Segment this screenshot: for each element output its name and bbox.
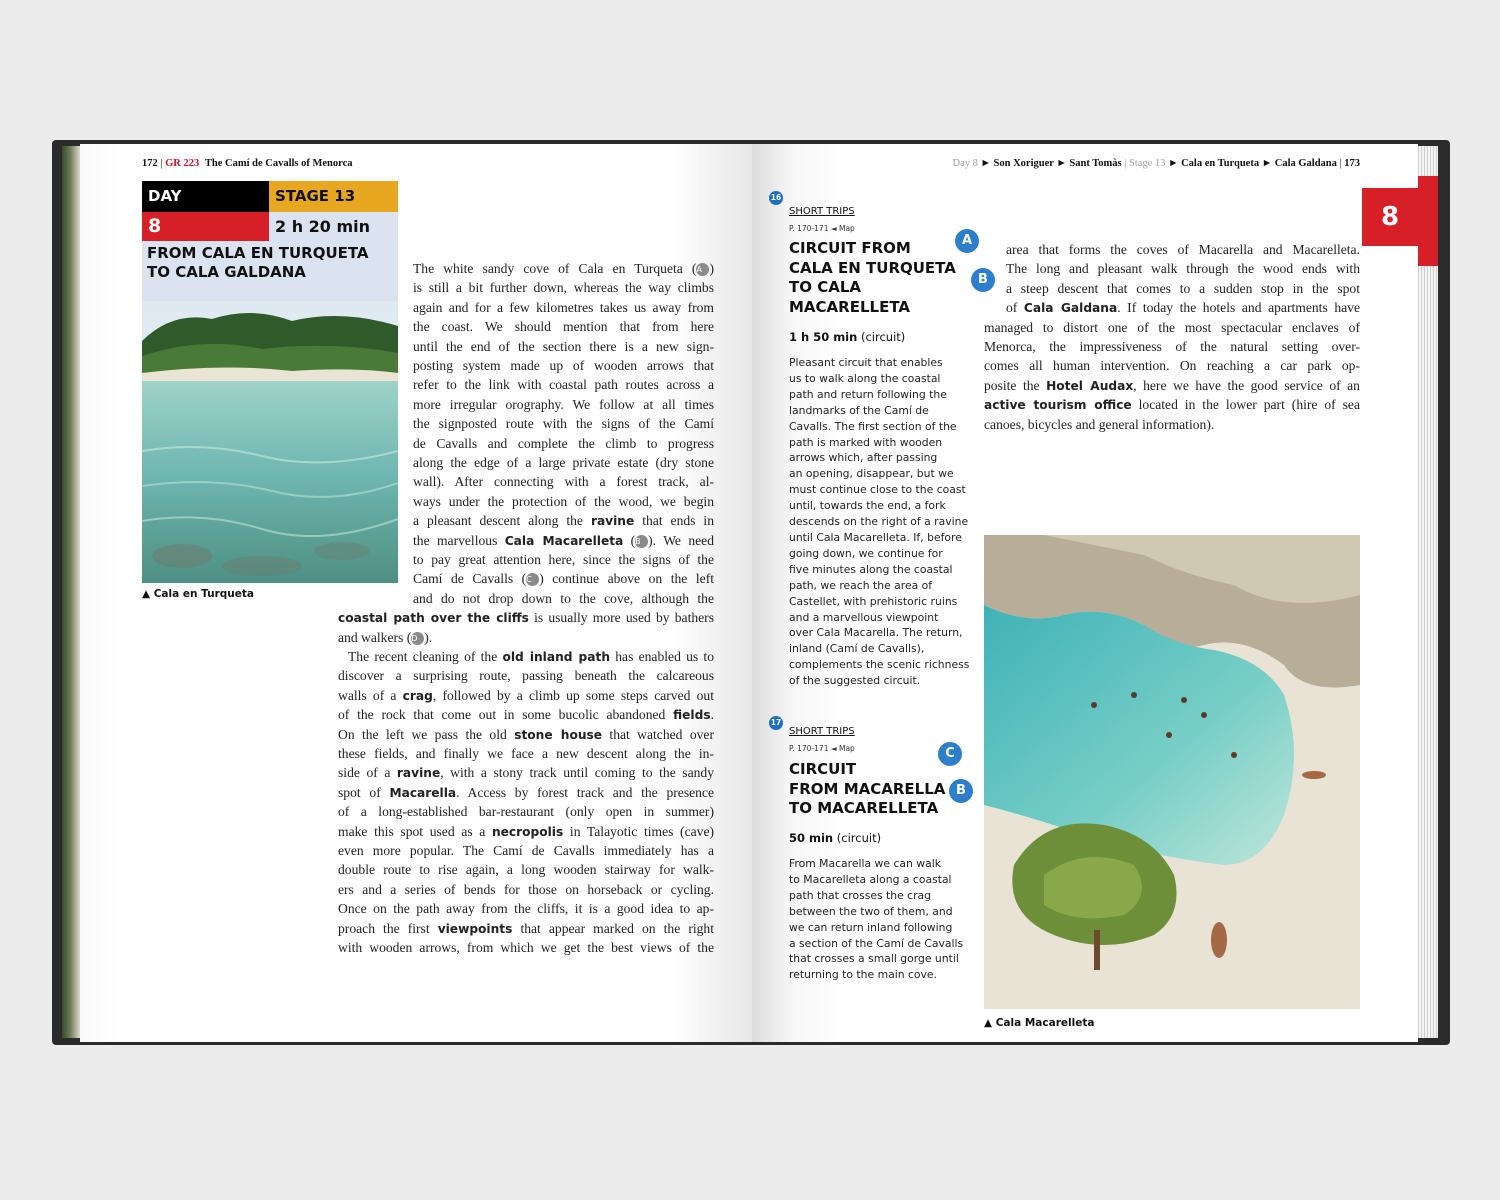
text-line bbox=[338, 744, 714, 763]
trip-title-line: CIRCUIT FROM bbox=[789, 239, 911, 257]
text-line bbox=[413, 531, 714, 551]
trip-description bbox=[789, 355, 969, 689]
text-line bbox=[413, 511, 714, 531]
trip-title-line: CIRCUIT bbox=[789, 760, 857, 778]
day-label: DAY bbox=[142, 181, 269, 212]
text-line bbox=[413, 317, 714, 336]
highlight-term: crag bbox=[402, 688, 433, 703]
text-segment: ( bbox=[623, 532, 636, 548]
trip-title bbox=[789, 760, 945, 819]
text-segment: de Cavalls and complete the climb to progress bbox=[413, 435, 714, 451]
text-segment: walls of a bbox=[338, 687, 403, 703]
trip-description-line: descends on the right of a ravine bbox=[789, 515, 969, 529]
text-line bbox=[338, 666, 714, 685]
text-segment: again and for a few kilometres takes us away from bbox=[413, 299, 714, 315]
text-segment: discover a surprising route, passing beneath the calcareous bbox=[338, 668, 714, 684]
trip-description-line: going down, we continue for bbox=[789, 546, 943, 560]
text-segment: area that forms the coves of Macarella and Macarelleta. bbox=[1006, 242, 1360, 257]
text-line bbox=[413, 434, 714, 453]
stage-title bbox=[147, 244, 369, 282]
text-segment: in Talayotic times (cave) bbox=[563, 823, 715, 839]
right-photo-caption: ▲ Cala Macarelleta bbox=[984, 1017, 1095, 1029]
trip-description-line: path, we reach the area of bbox=[789, 578, 933, 592]
text-line bbox=[413, 492, 714, 511]
text-segment: the coast. We should mention that from here bbox=[413, 319, 714, 335]
trip-title-line: FROM MACARELLA bbox=[789, 779, 946, 798]
trip-description-line: until, towards the end, a fork bbox=[789, 499, 946, 513]
text-line bbox=[1006, 240, 1360, 259]
highlight-term: stone house bbox=[514, 727, 603, 742]
map-marker-b: B bbox=[949, 779, 973, 803]
route-marker-icon: A bbox=[696, 263, 709, 276]
text-segment: side of a bbox=[338, 765, 397, 781]
edge-chapter-tab bbox=[1416, 176, 1438, 266]
text-line bbox=[1006, 298, 1360, 318]
text-line bbox=[413, 375, 714, 394]
text-segment: , with a stony track until coming to the sandy bbox=[440, 765, 715, 781]
header-arrow: ► bbox=[1261, 158, 1273, 169]
text-line bbox=[338, 841, 714, 860]
map-marker-b: B bbox=[971, 268, 995, 292]
text-line bbox=[338, 899, 714, 918]
trip-description-line: between the two of them, and bbox=[789, 904, 953, 918]
text-line bbox=[338, 860, 714, 879]
text-line bbox=[338, 725, 714, 745]
text-segment: ways under the protection of the wood, we begin bbox=[413, 493, 714, 509]
trip-description-line: an opening, disappear, but we bbox=[789, 467, 954, 481]
highlight-term: Hotel Audax bbox=[1046, 378, 1134, 393]
right-page-edge bbox=[1416, 146, 1438, 1038]
text-segment: until the end of the section there is a new sign- bbox=[413, 338, 714, 354]
trip-map-ref: P. 170-171 ◄ Map bbox=[789, 224, 855, 233]
trip-description bbox=[789, 856, 963, 983]
trip-description-line: arrows which, after passing bbox=[789, 451, 938, 465]
text-line bbox=[338, 763, 714, 783]
trip-description-line: Pleasant circuit that enables bbox=[789, 356, 943, 369]
trip-time-note: (circuit) bbox=[860, 330, 906, 344]
trip-description-line: must continue close to the coast bbox=[789, 483, 966, 497]
trip-map-ref: P. 170-171 ◄ Map bbox=[789, 744, 855, 753]
page-number: 172 bbox=[142, 158, 158, 169]
trip-number-badge: 16 bbox=[769, 191, 783, 205]
text-segment: ) continue above on the left bbox=[539, 571, 714, 587]
trip-title-line: TO CALA bbox=[789, 278, 861, 296]
text-line bbox=[413, 589, 714, 608]
left-page-edge bbox=[62, 146, 82, 1038]
text-segment: comes all human intervention. On reaching a car park op- bbox=[984, 358, 1360, 374]
trip-description-line: that crosses a small gorge until bbox=[789, 952, 959, 966]
trip-description-line: to Macarelleta along a coastal bbox=[789, 872, 952, 886]
text-segment: make this spot used as a bbox=[338, 823, 492, 839]
route-marker-icon: B bbox=[635, 535, 648, 548]
text-segment: Once on the path away from the cliffs, it is a good idea to ap- bbox=[338, 901, 714, 917]
chapter-tab: 8 bbox=[1362, 188, 1418, 246]
route-code: GR 223 bbox=[165, 158, 200, 169]
text-segment: . bbox=[710, 707, 714, 723]
route-marker-icon: C bbox=[526, 573, 539, 586]
header-stage-from: Cala en Turqueta bbox=[1181, 158, 1260, 169]
left-photo-caption: ▲ Cala en Turqueta bbox=[142, 588, 254, 600]
text-line bbox=[413, 569, 714, 588]
text-segment: managed to distort one of the most spectacular enclaves of bbox=[984, 319, 1360, 335]
text-line bbox=[413, 395, 714, 414]
trip-description-line: five minutes along the coastal bbox=[789, 562, 953, 576]
highlight-term: Macarella bbox=[389, 785, 457, 800]
right-running-header bbox=[953, 158, 1360, 169]
text-line bbox=[1006, 279, 1360, 298]
trip-description-line: landmarks of the Camí de bbox=[789, 403, 929, 417]
right-page bbox=[752, 144, 1418, 1042]
text-segment: refer to the link with coastal path routes across a bbox=[413, 377, 714, 393]
text-line bbox=[984, 337, 1360, 356]
text-line bbox=[348, 647, 714, 667]
trip-description-line: and a marvellous viewpoint bbox=[789, 610, 939, 624]
highlight-term: Cala Galdana bbox=[1023, 301, 1118, 316]
stage-title-line: FROM CALA EN TURQUETA bbox=[147, 244, 369, 262]
text-segment: the signposted route with the signs of the Camí bbox=[413, 416, 714, 432]
header-separator: | bbox=[160, 158, 163, 169]
trip-title bbox=[789, 239, 956, 317]
trip-description-line: until Cala Macarelleta. If, before bbox=[789, 530, 962, 544]
text-line bbox=[984, 356, 1360, 375]
text-line bbox=[413, 472, 714, 491]
cala-macarelleta-photo bbox=[984, 535, 1360, 1009]
stage-info-box bbox=[142, 181, 398, 301]
text-segment: The long and pleasant walk through the wood ends with bbox=[1006, 261, 1360, 277]
text-line bbox=[984, 395, 1360, 415]
trip-description-line: inland (Camí de Cavalls), bbox=[789, 642, 925, 656]
text-segment: the marvellous bbox=[413, 532, 505, 548]
text-segment: even more popular. The Camí de Cavalls immediately has a bbox=[338, 843, 714, 858]
trip-description-line: Castellet, with prehistoric ruins bbox=[789, 594, 958, 608]
text-segment: along the edge of a large private estate (dry stone bbox=[413, 455, 714, 470]
highlight-term: necropolis bbox=[491, 824, 564, 839]
page-number: 173 bbox=[1344, 158, 1360, 169]
text-segment: that ends in bbox=[634, 513, 714, 529]
text-segment: wall). After connecting with a forest track, al- bbox=[413, 474, 714, 490]
trip-duration: 50 min bbox=[789, 831, 834, 845]
text-segment: a steep descent that comes to a sudden stop in the spot bbox=[1006, 280, 1360, 296]
text-segment: and walkers ( bbox=[338, 629, 412, 645]
text-segment: double route to rise again, a long wooden stairway for walk- bbox=[338, 862, 714, 878]
header-stage-to: Cala Galdana bbox=[1274, 158, 1337, 169]
text-segment: of the rock that come out in some bucolic abandoned bbox=[338, 707, 674, 723]
text-line bbox=[1006, 259, 1360, 278]
text-segment: that appear marked on the right bbox=[512, 920, 714, 936]
text-segment: proach the first bbox=[338, 920, 438, 936]
highlight-term: viewpoints bbox=[437, 921, 513, 936]
text-segment: ). We need bbox=[648, 532, 714, 548]
trip-description-line: us to walk along the coastal bbox=[789, 371, 941, 385]
text-segment: posting system made up of wooden arrows that bbox=[413, 358, 714, 373]
text-segment: more irregular orography. We follow at all times bbox=[413, 396, 714, 412]
header-separator: | bbox=[1124, 158, 1127, 169]
text-line bbox=[413, 356, 714, 375]
trip-description-line: over Cala Macarella. The return, bbox=[789, 626, 963, 640]
text-line bbox=[338, 783, 714, 803]
text-segment: ) bbox=[709, 261, 714, 276]
text-segment: The recent cleaning of the bbox=[348, 649, 503, 664]
text-line bbox=[413, 298, 714, 317]
text-line bbox=[338, 822, 714, 842]
trip-number-badge: 17 bbox=[769, 716, 783, 730]
trip-title-line: MACARELLETA bbox=[789, 297, 910, 316]
header-arrow: ► bbox=[980, 158, 991, 169]
text-segment: The white sandy cove of Cala en Turqueta ( bbox=[413, 261, 697, 276]
text-segment: with wooden arrows, from which we get the best views of the bbox=[338, 940, 714, 955]
text-line bbox=[338, 686, 714, 706]
text-line bbox=[984, 318, 1360, 337]
text-segment: spot of bbox=[338, 784, 390, 800]
text-line bbox=[338, 608, 714, 628]
text-segment: located in the lower part (hire of sea bbox=[1131, 397, 1360, 413]
text-segment: and do not drop down to the cove, although the bbox=[413, 590, 714, 606]
trip-kicker: SHORT TRIPS bbox=[789, 726, 855, 737]
text-segment: these fields, and finally we face a new descent along the in- bbox=[338, 746, 714, 761]
text-line bbox=[338, 802, 714, 821]
text-line bbox=[338, 880, 714, 899]
highlight-term: old inland path bbox=[502, 650, 611, 664]
text-segment: has enabled us to bbox=[610, 649, 714, 664]
trip-description-line: a section of the Camí de Cavalls bbox=[789, 936, 964, 950]
stage-title-line: TO CALA GALDANA bbox=[147, 263, 306, 281]
header-from: Son Xoriguer bbox=[993, 158, 1054, 169]
header-arrow: ► bbox=[1056, 158, 1067, 169]
highlight-term: ravine bbox=[590, 514, 635, 529]
header-day: Day 8 bbox=[952, 158, 978, 169]
text-segment: is usually more used by bathers bbox=[528, 610, 714, 626]
text-segment: . Access by forest track and the presence bbox=[456, 784, 715, 800]
trip-time bbox=[789, 831, 881, 845]
trip-description-line: we can return inland following bbox=[789, 920, 953, 934]
text-segment: , followed by a climb up some steps carved out bbox=[432, 687, 714, 703]
book-title: The Camí de Cavalls of Menorca bbox=[204, 158, 353, 169]
text-segment: On the left we pass the old bbox=[338, 726, 515, 742]
trip-description-line: complements the scenic richness bbox=[789, 658, 970, 672]
highlight-term: Cala Macarelleta bbox=[504, 533, 624, 548]
trip-description-line: of the suggested circuit. bbox=[789, 674, 921, 688]
header-separator: | bbox=[1339, 158, 1342, 169]
trip-description-line: From Macarella we can walk bbox=[789, 857, 941, 870]
left-page bbox=[80, 144, 752, 1042]
text-line bbox=[984, 376, 1360, 396]
text-line bbox=[413, 550, 714, 569]
header-to: Sant Tomàs bbox=[1069, 158, 1122, 169]
text-line bbox=[984, 415, 1360, 434]
trip-description-line: returning to the main cove. bbox=[789, 968, 937, 982]
highlight-term: coastal path over the cliffs bbox=[338, 611, 529, 626]
trip-duration: 1 h 50 min bbox=[789, 330, 858, 344]
highlight-term: ravine bbox=[396, 766, 441, 781]
stage-label: STAGE 13 bbox=[269, 181, 398, 212]
stage-duration: 2 h 20 min bbox=[269, 212, 398, 241]
text-line bbox=[338, 938, 714, 957]
trip-time bbox=[789, 330, 905, 344]
text-line bbox=[338, 628, 714, 647]
day-number: 8 bbox=[142, 212, 269, 241]
map-marker-c: C bbox=[938, 742, 962, 766]
text-segment: to pay great attention here, since the signs of the bbox=[413, 552, 714, 567]
text-segment: . If today the hotels and apartments have bbox=[1117, 300, 1360, 316]
header-stage: Stage 13 bbox=[1128, 158, 1166, 169]
text-line bbox=[338, 705, 714, 725]
text-segment: of bbox=[1006, 300, 1024, 316]
trip-description-line: path that crosses the crag bbox=[789, 888, 932, 902]
trip-time-note: (circuit) bbox=[836, 831, 882, 845]
text-segment: canoes, bicycles and general information). bbox=[984, 416, 1215, 432]
text-line bbox=[413, 278, 714, 297]
trip-title-line: CALA EN TURQUETA bbox=[789, 258, 956, 277]
highlight-term: active tourism office bbox=[984, 398, 1132, 413]
cala-en-turqueta-photo bbox=[142, 301, 398, 583]
trip-description-line: Cavalls. The first section of the bbox=[789, 419, 957, 433]
text-segment: that watched over bbox=[602, 726, 714, 742]
left-running-header bbox=[142, 158, 353, 169]
text-segment: of a long-established bar-restaurant (only open in summer) bbox=[338, 804, 714, 820]
text-segment: Camí de Cavalls ( bbox=[413, 571, 527, 587]
trip-title-line: TO MACARELLETA bbox=[789, 799, 939, 817]
map-marker-a: A bbox=[955, 229, 979, 253]
trip-kicker: SHORT TRIPS bbox=[789, 206, 855, 217]
text-segment: , here we have the good service of an bbox=[1133, 377, 1360, 393]
highlight-term: fields bbox=[673, 708, 711, 723]
trip-description-line: path is marked with wooden bbox=[789, 435, 943, 449]
text-segment: Menorca, the impressiveness of the natural setting over- bbox=[984, 339, 1360, 354]
text-line bbox=[413, 259, 714, 278]
text-segment: posite the bbox=[984, 377, 1047, 393]
trip-description-line: path and return following the bbox=[789, 387, 947, 401]
text-line bbox=[413, 453, 714, 472]
text-line bbox=[413, 414, 714, 433]
text-segment: ). bbox=[424, 629, 433, 645]
text-segment: is still a bit further down, whereas the way climbs bbox=[413, 280, 714, 296]
text-line bbox=[338, 919, 714, 939]
header-arrow: ► bbox=[1168, 158, 1179, 169]
text-segment: ers and a series of bends for those on horseback or cycling. bbox=[338, 881, 714, 897]
route-marker-icon: D bbox=[411, 632, 424, 645]
text-segment: a pleasant descent along the bbox=[413, 513, 591, 529]
text-line bbox=[413, 337, 714, 356]
